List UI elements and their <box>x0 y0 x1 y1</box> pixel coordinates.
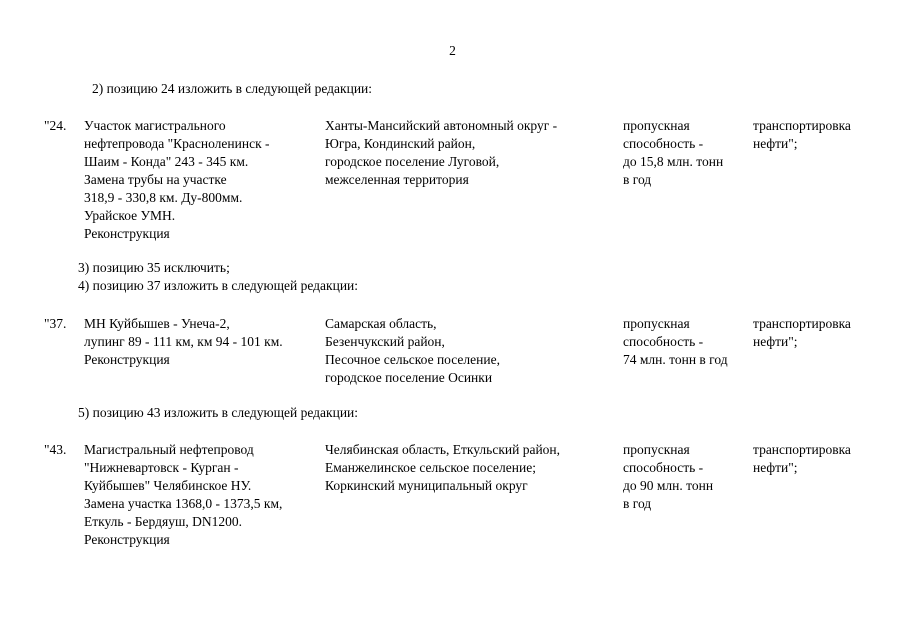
location-line: Коркинский муниципальный округ <box>325 478 528 493</box>
entry-object <box>84 441 319 549</box>
location-line: Самарская область, <box>325 316 437 331</box>
location-line: Безенчукский район, <box>325 334 445 349</box>
capacity-line: пропускная <box>623 118 690 133</box>
capacity-line: пропускная <box>623 442 690 457</box>
object-line: Еткуль - Бердяуш, DN1200. <box>84 514 242 529</box>
entry-capacity <box>623 441 748 513</box>
location-line: городское поселение Луговой, <box>325 154 500 169</box>
object-line: МН Куйбышев - Унеча-2, <box>84 316 230 331</box>
entry-object <box>84 117 319 243</box>
instruction-position-24: 2) позицию 24 изложить в следующей редакции: <box>92 81 373 96</box>
capacity-line: способность - <box>623 334 704 349</box>
entry-purpose <box>753 117 903 153</box>
capacity-line: пропускная <box>623 316 690 331</box>
entry-purpose <box>753 441 903 477</box>
capacity-line: до 15,8 млн. тонн <box>623 154 724 169</box>
purpose-line: нефти"; <box>753 334 798 349</box>
capacity-line: до 90 млн. тонн <box>623 478 714 493</box>
location-line: межселенная территория <box>325 172 469 187</box>
object-line: Реконструкция <box>84 532 170 547</box>
object-line: Замена трубы на участке <box>84 172 227 187</box>
page-number: 2 <box>449 43 456 58</box>
location-line: Югра, Кондинский район, <box>325 136 476 151</box>
capacity-line: способность - <box>623 136 704 151</box>
object-line: Урайское УМН. <box>84 208 176 223</box>
instruction-position-35: 3) позицию 35 исключить; <box>78 260 230 275</box>
capacity-line: 74 млн. тонн в год <box>623 352 728 367</box>
instruction-position-43: 5) позицию 43 изложить в следующей редакции: <box>78 405 359 420</box>
location-line: Песочное сельское поселение, <box>325 352 500 367</box>
object-line: нефтепровода "Красноленинск - <box>84 136 270 151</box>
object-line: Замена участка 1368,0 - 1373,5 км, <box>84 496 283 511</box>
object-line: лупинг 89 - 111 км, км 94 - 101 км. <box>84 334 283 349</box>
entry-number: "24. <box>44 118 67 133</box>
purpose-line: транспортировка <box>753 118 851 133</box>
entry-number: "37. <box>44 316 67 331</box>
location-line: Ханты-Мансийский автономный округ - <box>325 118 558 133</box>
object-line: "Нижневартовск - Курган - <box>84 460 239 475</box>
capacity-line: способность - <box>623 460 704 475</box>
entry-purpose <box>753 315 903 351</box>
entry-object <box>84 315 319 369</box>
object-line: Шаим - Конда" 243 - 345 км. <box>84 154 249 169</box>
capacity-line: в год <box>623 172 652 187</box>
entry-capacity <box>623 117 748 189</box>
location-line: Еманжелинское сельское поселение; <box>325 460 536 475</box>
capacity-line: в год <box>623 496 652 511</box>
entry-location <box>325 441 615 495</box>
entry-number: "43. <box>44 442 67 457</box>
object-line: Реконструкция <box>84 226 170 241</box>
purpose-line: нефти"; <box>753 460 798 475</box>
object-line: Реконструкция <box>84 352 170 367</box>
purpose-line: нефти"; <box>753 136 798 151</box>
instruction-position-37: 4) позицию 37 изложить в следующей редакции: <box>78 278 359 293</box>
object-line: Куйбышев" Челябинское НУ. <box>84 478 252 493</box>
object-line: 318,9 - 330,8 км. Ду-800мм. <box>84 190 243 205</box>
purpose-line: транспортировка <box>753 442 851 457</box>
object-line: Участок магистрального <box>84 118 226 133</box>
entry-location <box>325 117 615 189</box>
object-line: Магистральный нефтепровод <box>84 442 254 457</box>
purpose-line: транспортировка <box>753 316 851 331</box>
entry-location <box>325 315 615 387</box>
entry-capacity <box>623 315 748 369</box>
location-line: городское поселение Осинки <box>325 370 493 385</box>
location-line: Челябинская область, Еткульский район, <box>325 442 561 457</box>
